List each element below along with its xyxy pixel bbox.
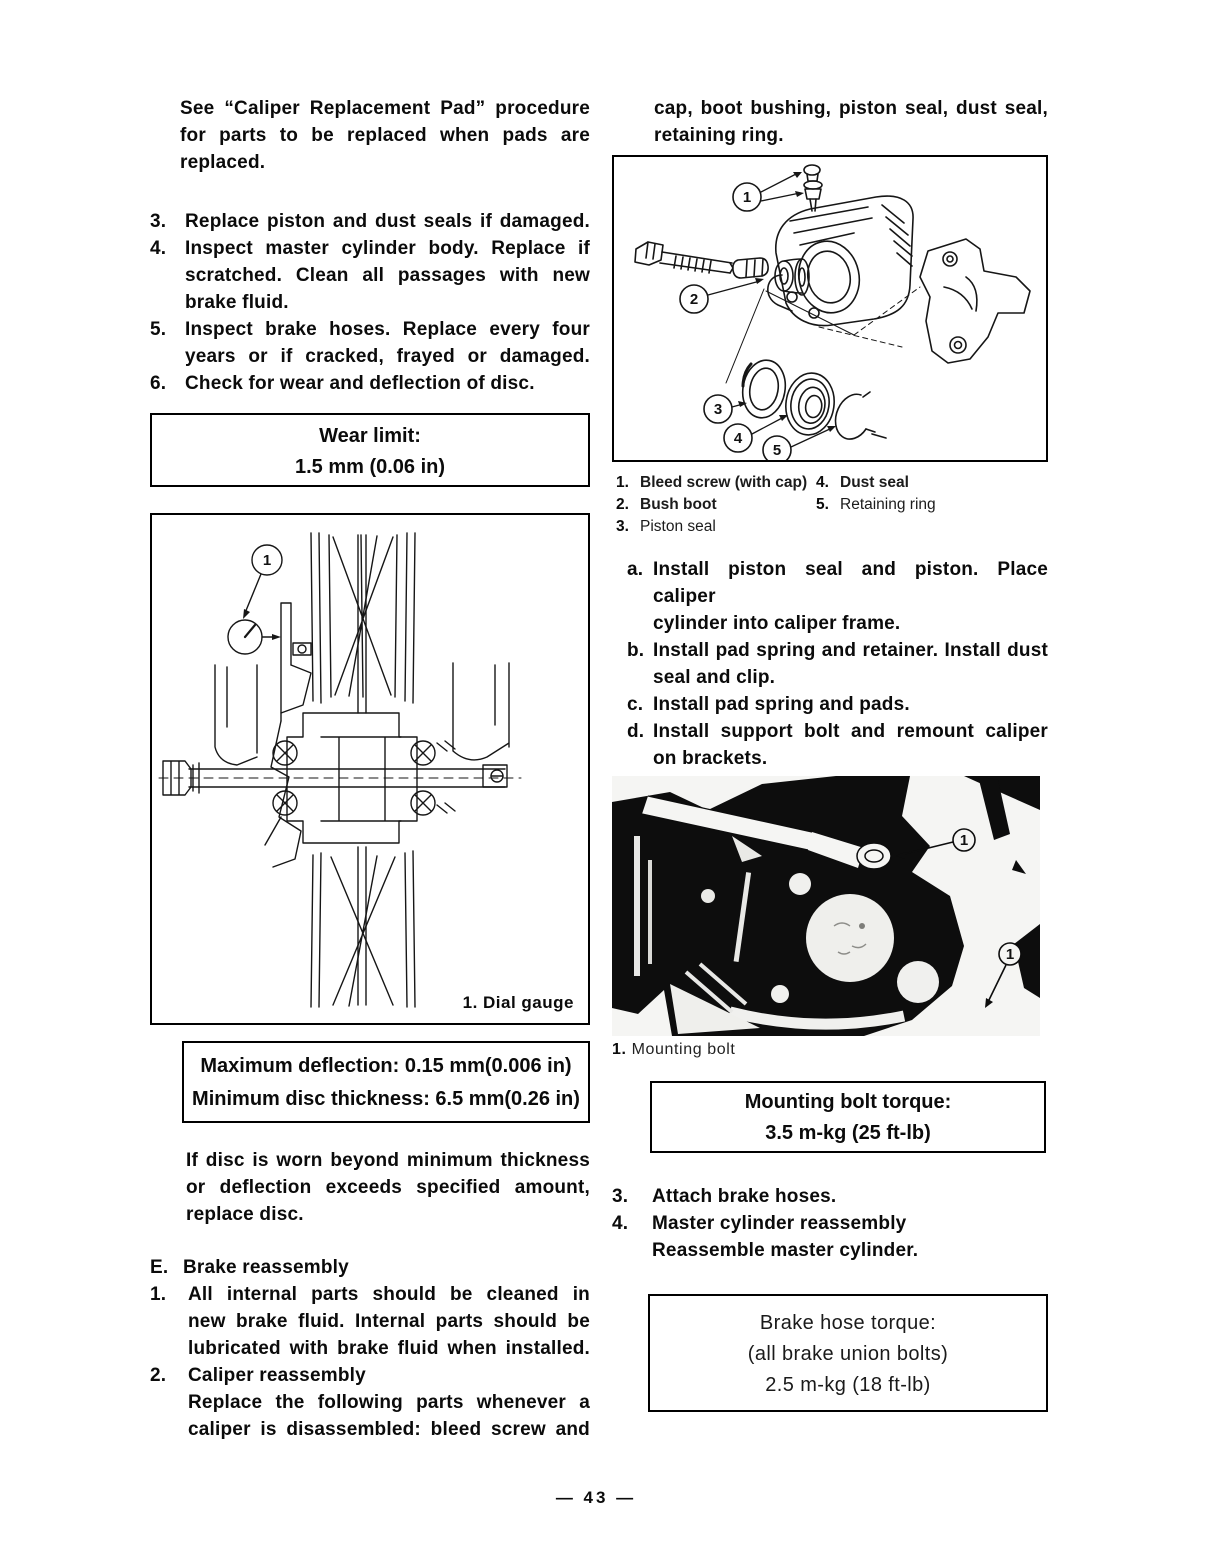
list-item: 1. All internal parts should be cleaned in new brake fluid. Internal parts should be lubricated with brake fluid when installed. bbox=[150, 1284, 590, 1359]
list-item: 4. Inspect master cylinder body. Replace if scratched. Clean all passages with new brake fluid. bbox=[150, 238, 590, 313]
spec-line: 3.5 m-kg (25 ft-lb) bbox=[765, 1122, 931, 1144]
caliper-parts-legend bbox=[612, 472, 1048, 538]
mounting-bolt-torque-box bbox=[650, 1081, 1046, 1153]
legend-item: 1. Bleed screw (with cap) bbox=[616, 474, 808, 491]
legend-item: 5. Retaining ring bbox=[816, 496, 936, 513]
spec-line: Brake hose torque: bbox=[759, 1312, 937, 1334]
text-line: for parts to be replaced when pads are bbox=[180, 125, 590, 146]
caliper-exploded-figure bbox=[612, 155, 1048, 462]
step-item: b. Install pad spring and retainer. Install dust seal and clip. bbox=[627, 640, 1048, 688]
dial-gauge-figure bbox=[150, 513, 590, 1025]
figure-callout-4: 4 bbox=[733, 430, 743, 447]
spec-line: Mounting bolt torque: bbox=[744, 1091, 952, 1113]
list-item: 3. Replace piston and dust seals if damaged. bbox=[150, 211, 590, 232]
mounting-bolt-photo bbox=[612, 776, 1040, 1036]
wear-limit-box bbox=[150, 413, 590, 487]
list-item: 4. Master cylinder reassembly Reassemble master cylinder. bbox=[612, 1213, 919, 1261]
figure-callout-2: 2 bbox=[689, 291, 699, 308]
spec-line: Minimum disc thickness: 6.5 mm(0.26 in) bbox=[192, 1088, 580, 1110]
text-line: See “Caliper Replacement Pad” procedure bbox=[180, 98, 590, 119]
spec-line: Wear limit: bbox=[319, 425, 421, 447]
step-item: d. Install support bolt and remount caliper on brackets. bbox=[627, 721, 1048, 769]
step-item: a. Install piston seal and piston. Place caliper cylinder into caliper frame. bbox=[627, 559, 1048, 634]
photo-callout-1: 1 bbox=[959, 832, 969, 849]
spec-line: 2.5 m-kg (18 ft-lb) bbox=[765, 1374, 931, 1396]
caliper-exploded-drawing bbox=[614, 157, 1046, 460]
figure-callout-3: 3 bbox=[713, 401, 723, 418]
list-item: 2. Caliper reassembly Replace the following parts whenever a caliper is disassembled: bleed screw and bbox=[150, 1365, 590, 1440]
intro-paragraph-left bbox=[150, 95, 590, 176]
figure-caption-dial-gauge: 1. Dial gauge bbox=[462, 993, 574, 1012]
page-number: — 43 — bbox=[555, 1488, 637, 1507]
figure-callout-5: 5 bbox=[772, 442, 782, 459]
numbered-list bbox=[150, 208, 590, 397]
intro-paragraph-right: cap, boot bushing, piston seal, dust seal, retaining ring. bbox=[654, 98, 1048, 146]
deflection-spec-box bbox=[182, 1041, 590, 1123]
photo-callout-2: 1 bbox=[1005, 946, 1015, 963]
spec-line: (all brake union bolts) bbox=[747, 1343, 949, 1365]
numbered-list-right bbox=[612, 1183, 1048, 1264]
figure-callout-1: 1 bbox=[262, 552, 272, 569]
list-item: 6. Check for wear and deflection of disc. bbox=[150, 373, 535, 394]
spec-line: Maximum deflection: 0.15 mm(0.006 in) bbox=[200, 1055, 572, 1077]
legend-item: 3. Piston seal bbox=[616, 518, 716, 535]
section-heading-e: E. Brake reassembly bbox=[150, 1257, 349, 1278]
brake-hose-torque-box bbox=[648, 1294, 1048, 1412]
list-item: 3. Attach brake hoses. bbox=[612, 1186, 837, 1207]
reassembly-list bbox=[150, 1281, 590, 1443]
photo-caption-mounting-bolt: 1. Mounting bolt bbox=[612, 1041, 736, 1058]
step-item: c. Install pad spring and pads. bbox=[627, 694, 910, 715]
lettered-steps bbox=[612, 556, 1048, 772]
legend-item: 4. Dust seal bbox=[816, 474, 909, 491]
figure-callout-1: 1 bbox=[742, 189, 752, 206]
text-line: replaced. bbox=[180, 152, 266, 173]
legend-item: 2. Bush boot bbox=[616, 496, 717, 513]
disc-replace-paragraph: If disc is worn beyond minimum thickness or deflection exceeds specified amount, replace disc. bbox=[186, 1150, 590, 1225]
list-item: 5. Inspect brake hoses. Replace every four years or if cracked, frayed or damaged. bbox=[150, 319, 590, 367]
spec-line: 1.5 mm (0.06 in) bbox=[294, 456, 446, 478]
right-column bbox=[612, 95, 1048, 1412]
left-column bbox=[150, 95, 590, 1443]
hub-cross-section-drawing bbox=[152, 515, 588, 1023]
